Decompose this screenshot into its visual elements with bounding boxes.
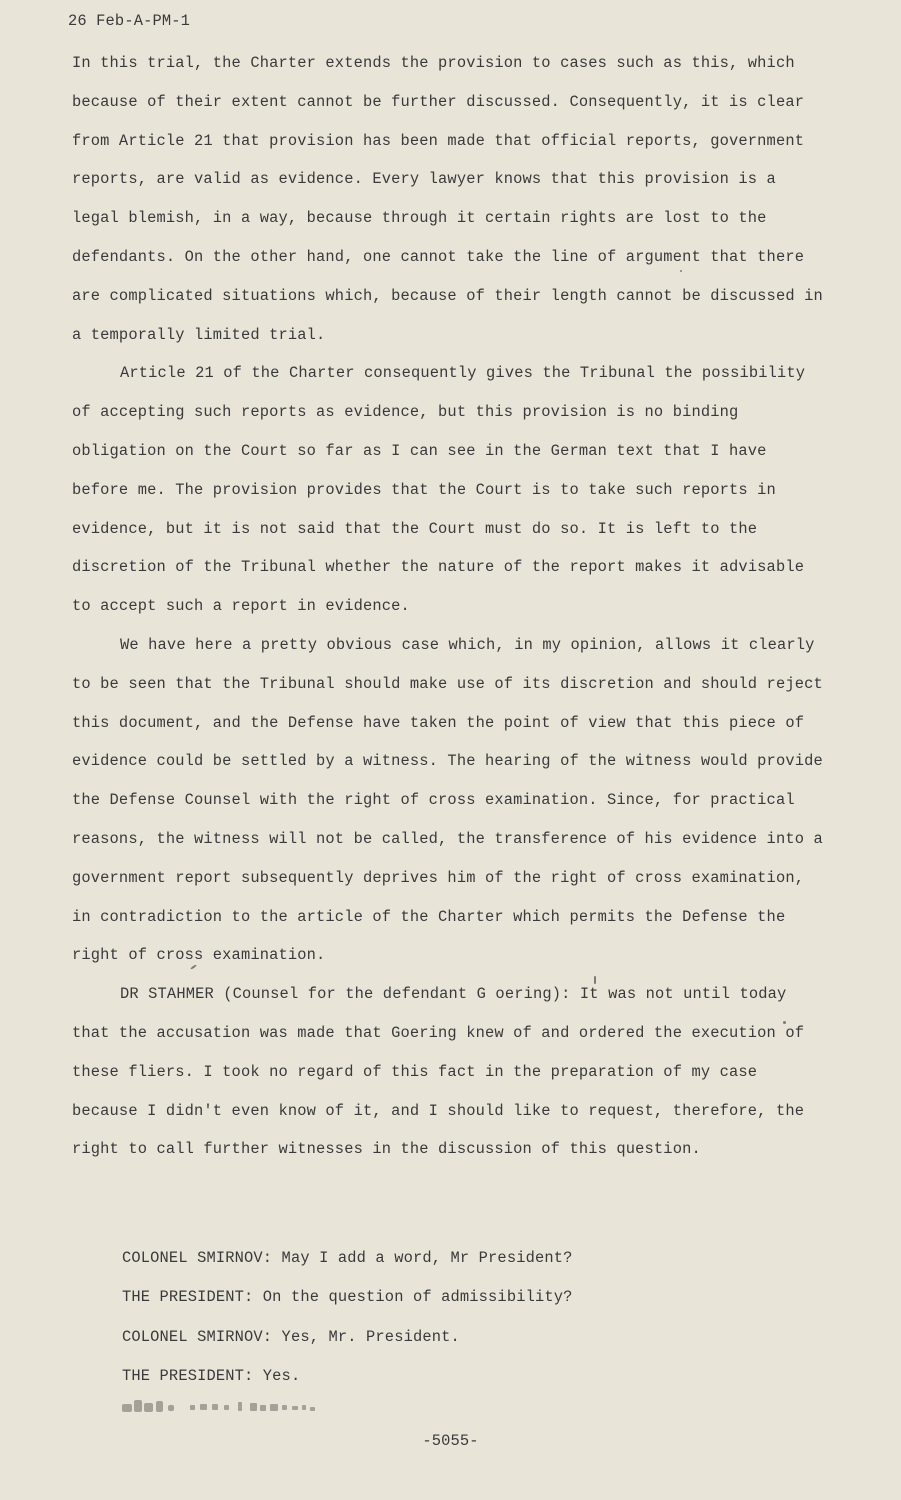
paragraph: In this trial, the Charter extends the provision to cases such as this, which because of their extent cannot be further discussed. Consequently, it is clear from Article 21 that provision has been made that official reports, government reports, are valid as evidence. Every lawyer knows that this provision is a legal blemish, in a way, because through it certain rights are lost to the defendants. On the other hand, one cannot take the line of argument that there are complicated situations which, because of their length cannot be discussed in a temporally limited trial. — [72, 54, 823, 344]
paragraph: Article 21 of the Charter consequently gives the Tribunal the possibility of accepting such reports as evidence, but this provision is no binding obligation on the Court so far as I can see in the German text that I have before me. The provision provides that the Court is to take such reports in evidence, but it is not said that the Court must do so. It is left to the discretion of the Tribunal whether the nature of the report makes it advisable to accept such a report in evidence. — [72, 364, 806, 616]
dialogue-line: THE PRESIDENT: On the question of admissibility? — [122, 1288, 573, 1307]
paragraph: We have here a pretty obvious case which, in my opinion, allows it clearly to be seen that the Tribunal should make use of its discretion and should reject this document, and the Defense have taken the point of view that this piece of evidence could be settled by a witness. The hearing of the witness would provide the Defense Counsel with the right of cross examination. Since, for practical reasons, the witness will not be called, the transference of his evidence into a government report subsequently deprives him of the right of cross examination, in contradiction to the article of the Charter which permits the Defense the right of cross examination. — [72, 635, 823, 965]
dialogue-line: COLONEL SMIRNOV: Yes, Mr. President. — [122, 1327, 460, 1346]
dialogue-line: THE PRESIDENT: Yes. — [122, 1366, 301, 1385]
paragraph: DR STAHMER (Counsel for the defendant G oering): It was not until today that the accusation was made that Goering knew of and ordered the execution of these fliers. I took no regard of this fact in the preparation of my case because I didn't even know of it, and I should like to request, therefore, the right to call further witnesses in the discussion of this question. — [72, 985, 805, 1159]
dialogue-block — [122, 1239, 822, 1396]
paper-speck — [783, 1021, 786, 1024]
body-text — [72, 44, 832, 1169]
page-header: 26 Feb-A-PM-1 — [68, 12, 191, 30]
faded-typing-smudge — [120, 1394, 400, 1420]
page-number: -5055- — [422, 1432, 479, 1450]
paper-speck — [594, 976, 596, 984]
paper-speck — [680, 270, 682, 272]
dialogue-line: COLONEL SMIRNOV: May I add a word, Mr President? — [122, 1249, 573, 1267]
